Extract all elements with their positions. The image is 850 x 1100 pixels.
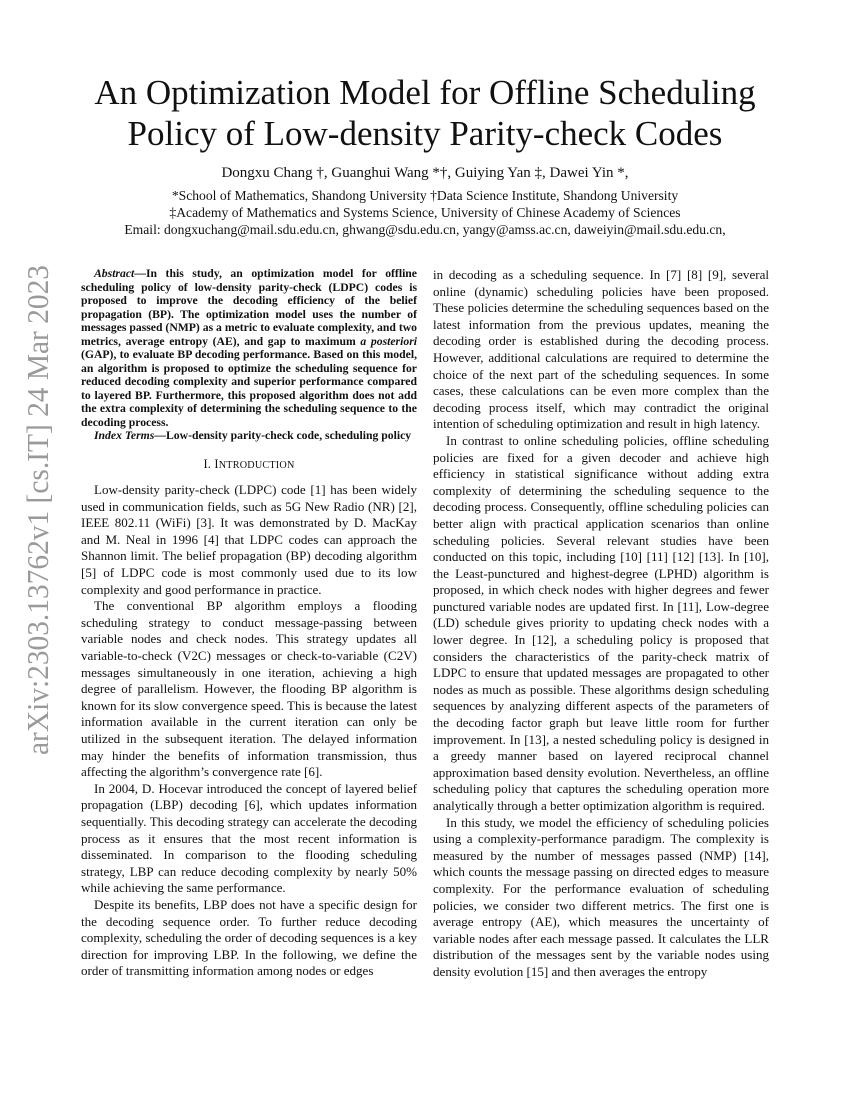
body-paragraph: Despite its benefits, LBP does not have a specific design for the decoding sequence order. To further reduce decoding complexity, scheduling the order of decoding sequences is a key direction for improving LBP. In the following, we define the order of transmitting information among nodes or edges [81, 896, 417, 979]
abstract-label: Abstract [94, 267, 135, 280]
body-paragraph: In 2004, D. Hocevar introduced the concept of layered belief propagation (LBP) decoding [6], which updates information sequentially. This decoding strategy can accelerate the decoding process as it ensures that the most recent information is disseminated. In comparison to the flooding scheduling strategy, LBP can reduce decoding complexity by nearly 50% while achieving the same performance. [81, 780, 417, 896]
index-terms [81, 429, 417, 443]
body-paragraph: in decoding as a scheduling sequence. In [7] [8] [9], several online (dynamic) scheduling policies have been proposed. These policies determine the scheduling sequences based on the latest information from the previous updates, meaning the decoding order is established during the decoding process. However, additional calculations are required to determine the choice of the next part of the scheduling sequences. In some cases, these calculations can be even more complex than the decoding process itself, which may contradict the original intention of scheduling optimization and result in high latency. [433, 267, 769, 432]
author-list: Dongxu Chang †, Guanghui Wang *†, Guiying Yan ‡, Dawei Yin *, [221, 165, 629, 181]
left-column [81, 267, 417, 980]
abstract-italic: a posteriori [360, 334, 417, 348]
title-line-1: An Optimization Model for Offline Scheduling [94, 73, 756, 112]
body-paragraph: In contrast to online scheduling policies, offline scheduling policies are fixed for a given decoder and achieve high efficiency in statistical significance without adding extra complexity of determining the scheduling sequence to the decoding process. Consequently, offline scheduling policies can better align with practical application scenarios than online scheduling policies. Several relevant studies have been conducted on this topic, including [10] [11] [12] [13]. In [10], the Least-punctured and highest-degree (LPHD) algorithm is proposed, in which check nodes with higher degrees and fewer punctured variable nodes are updated first. In [11], Low-degree (LD) schedule gives priority to updating check nodes with a lower degree. In [12], a scheduling policy is proposed that considers the characteristics of the parity-check matrix of LDPC to ensure that updated messages are propagated to other nodes as much as possible. These algorithms design scheduling sequences by analyzing different aspects of the parameters of the decoding factor graph but leave little room for further improvement. In [13], a nested scheduling policy is designed in a greedy manner based on layered reciprocal channel approximation based density evolution. Nevertheless, an offline scheduling policy that captures the scheduling operation more analytically through a better optimization algorithm is required. [433, 432, 769, 813]
right-body-text [433, 267, 769, 981]
right-column [433, 267, 769, 981]
arxiv-identifier [8, 260, 60, 760]
arxiv-stamp-text: arXiv:2303.13762v1 [cs.IT] 24 Mar 2023 [20, 260, 55, 755]
index-terms-text: —Low-density parity-check code, scheduling policy [154, 429, 412, 442]
section-numeral: I. [203, 456, 212, 471]
body-paragraph: Low-density parity-check (LDPC) code [1] has been widely used in communication fields, such as 5G New Radio (NR) [2], IEEE 802.11 (WiFi) [3]. It was demonstrated by D. MacKay and M. Neal in 1996 [4] that LDPC codes can approach the Shannon limit. The belief propagation (BP) decoding algorithm [5] of LDPC code is most commonly used due to its low complexity and good performance in practice. [81, 482, 417, 597]
affiliation-2: ‡Academy of Mathematics and Systems Science, University of Chinese Academy of Sciences [169, 205, 681, 220]
section-title-rest: NTRODUCTION [218, 459, 295, 471]
body-paragraph: The conventional BP algorithm employs a flooding scheduling strategy to conduct message-passing between variable nodes and check nodes. This strategy updates all variable-to-check (V2C) messages or check-to-variable (C2V) messages simultaneously in one iteration, achieving a high degree of parallelism. However, the flooding BP algorithm is known for its slow convergence speed. This is because the latest information available in the current iteration can only be utilized in the subsequent iteration. The delayed information may hinder the benefits of information transmission, thus affecting the algorithm’s convergence rate [6]. [81, 598, 417, 780]
index-terms-label: Index Terms [94, 429, 155, 442]
abstract-text-b: (GAP), to evaluate BP decoding performance. Based on this model, an algorithm is proposed to optimize the scheduling sequence for reduced decoding complexity and superior performance compared to layered BP. Furthermore, this proposed algorithm does not add the extra complexity of determining the scheduling sequence to the decoding process. [81, 348, 417, 429]
body-paragraph: In this study, we model the efficiency of scheduling policies using a complexity-performance paradigm. The complexity is measured by the number of messages passed (NMP) [14], which counts the message passing on directed edges to measure complexity. For the performance evaluation of scheduling policies, we consider two different metrics. The first one is average entropy (AE), which measures the uncertainty of variable nodes after each message passed. It calculates the LLR distribution of the messages sent by the variable nodes using density evolution [15] and then averages the entropy [433, 814, 769, 979]
paper-title [80, 72, 770, 154]
title-line-2: Policy of Low-density Parity-check Codes [127, 114, 723, 153]
left-body-text [81, 482, 417, 980]
abstract-text-a: —In this study, an optimization model for offline scheduling policy of low-density parity-check (LDPC) codes is proposed to improve the decoding efficiency of the belief propagation (BP). The optimization model uses the number of messages passed (NMP) as a metric to evaluate complexity, and two metrics, average entropy (AE), and gap to maximum [81, 267, 417, 348]
arxiv-stamp-graphic [8, 260, 60, 760]
affiliation-1: *School of Mathematics, Shandong University †Data Science Institute, Shandong University [171, 188, 679, 203]
section-heading-introduction [81, 456, 417, 475]
section-title-initial: I [214, 456, 219, 471]
abstract [81, 267, 417, 429]
email-line: Email: dongxuchang@mail.sdu.edu.cn, ghwang@sdu.edu.cn, yangy@amss.ac.cn, daweiyin@mail.sdu.edu.cn, [124, 222, 726, 237]
